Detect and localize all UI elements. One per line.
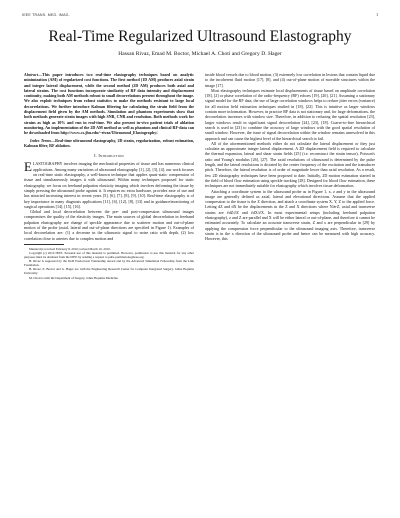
body-paragraph: Global and local decorrelation between the pre- and post-compression ultrasound images compromises the quality of the elasticity images. The main sources of global decorrelation in freehand palpation elastography are change of speckle appearance due to scatterer motion and out-of-plane motion of the probe (axial, lateral and out-of-plane directions are specified in Figure 1). Examples of local decorrelation are: (1) a decrease in the ultrasonic signal to noise ratio with depth, (2) low correlation close to arteries due to complex motion and xyxy=(24,209,194,241)
left-column xyxy=(24,72,194,280)
abstract-label: Abstract xyxy=(24,72,38,77)
abstract: Abstract—This paper introduces two real-time elastography techniques based on analytic minimization (AM) of regularized cost functions. The first method (1D AM) produces axial strain and integer lateral displacement, while the second method (2D AM) produces both axial and lateral strains. The cost functions incorporate similarity of RF data intensity and displacement continuity, making both AM methods robust to small decorrelations present throughout the image. We also exploit techniques from robust statistics to make the methods resistant to large local decorrelations. We further introduce Kalman filtering for calculating the strain field from the displacement field given by the AM methods. Simulation and phantom experiments show that both methods generate strain images with high SNR, CNR and resolution. Both methods work for strains as high as 10% and run in real-time. We also present in-vivo patient trials of ablation monitoring. An implementation of the 2D AM method as well as phantom and clinical RF-data can be downloaded from http://www.cs.jhu.edu/~rivaz/Ultrasound_Elastography/. xyxy=(24,72,194,136)
footnote: Copyright (c) 2010 IEEE. Personal use of this material is permitted. However, permission to use this material for any other purposes must be obtained from the IEEE by sending a request to pubs-permissions@ieee.org. xyxy=(24,251,194,260)
paper-title: Real-Time Regularized Ultrasound Elastography xyxy=(48,28,352,45)
footnote-divider xyxy=(24,244,64,245)
intro-paragraph xyxy=(24,161,194,209)
footnotes xyxy=(24,247,194,280)
body-paragraph: Most elastography techniques estimate local displacements of tissue based on amplitude correlation [18], [2] or phase correlation of the radio-frequency (RF) echoes [19], [20], [21]. Assuming a stationary signal model for the RF data, the use of large correlation windows helps to reduce jitter errors (variance) for all motion field estimation techniques studied in [18], [22]. This is intuitive as larger windows contain more information. However, in practice RF data is not stationary and, for large deformations, the decorrelation increases with window size. Therefore, in addition to reducing the spatial resolution [23], larger windows result in significant signal decorrelation [24], [23], [18]. Coarse-to-fine hierarchical search is used in [23] to combine the accuracy of large windows with the good spatial resolution of small window. However, the issue of signal decorrelation within the window remains unresolved in this approach and can cause the highest level of the hierarchical search to fail. xyxy=(205,87,375,141)
footnote: H. Rivaz is supported by the DoD Predoctoral Traineeship Award and by the Advanced Simulation Fellowship from the Link Foundation. xyxy=(24,259,194,268)
body-paragraph: All of the aforementioned methods either do not calculate the lateral displacement or they just calculate an approximate integer lateral displacement. A 2D displacement field is required to calculate the thermal expansion, lateral and shear strain fields [25] (i.e. reconstruct the strain tensor), Poisson's ratio and Young's modulus [26], [27]. The axial resolutions of ultrasound is determined by the pulse length, and the lateral resolutions is dictated by the center frequency of the excitation and the transducer pitch. Therefore, the lateral resolution is of order of magnitude lower than axial resolution. As a result, few 2D elastography techniques have been proposed to date. Initially, 2D motion estimation started in the field of blood flow estimation using speckle tracking [28]. Designed for blood flow estimation, these techniques are not immediately suitable for elastography which involves tissue deformation. xyxy=(205,140,375,189)
body-paragraph: inside blood vessels due to blood motion, (3) extremely low correlation in lesions that contain liquid due to the incoherent fluid motion [17], [8], and (4) out-of-plane motion of movable structures within the image [17]. xyxy=(205,72,375,88)
footnote: M. Choti is with the Department of Surgery, Johns Hopkins Medicine. xyxy=(29,275,119,280)
intro-paragraph-text: LASTOGRAPHY involves imaging the mechanical properties of tissue and has numerous clinical applications. Among many variations of ultrasound elastography [1], [2], [3], [4], our work focuses on real-time static elastography, a well-known technique that applies quasi-static compression of tissue and simultaneously images it with ultrasound. Within many techniques proposed for static elastography, we focus on freehand palpation elasticity imaging which involves deforming the tissue by simply pressing the ultrasound probe against it. It requires no extra hardware, provides ease of use and has attracted increasing interest in recent years [5], [6], [7], [8], [9], [10]. Real-time elastography is of key importance in many diagnosis applications [11], [6], [12], [8], [13] and in guidance/monitoring of surgical operations [14], [15], [16]. xyxy=(24,161,194,209)
index-terms-text: Real-time ultrasound elastography, 2D strain, regularization, robust estimation, Kalman filter, RF ablation. xyxy=(24,137,195,148)
page-number: 1 xyxy=(376,13,378,17)
author-list: Hassan Rivaz, Emad M. Boctor, Michael A. Choti and Gregory D. Hager xyxy=(118,51,282,57)
index-terms: Index Terms—Real-time ultrasound elastography, 2D strain, regularization, robust estimation, Kalman filter, RF ablation. xyxy=(24,137,195,148)
body-paragraph: Attaching a coordinate system to the ultrasound probe as in Figure 1, x, z and y in the ultrasound image are generally defined as axial, lateral and elevational directions. Assume that the applied compression to the tissue is the Z direction, and attach a coordinate system X, Y, Z to the applied force. Letting dZ and dX be the displacements in the Z and X directions where N≫Z, axial and transverse strains are ∂dZ/∂Z and ∂dX/∂X. In most experimental setups (including freehand palpation elastography), z and Z are parallel and X will be either lateral or out-of-plane, and therefore it cannot be estimated accurately. To calculate an accurate transverse strain, Z and x are perpendicular in [29] by applying the compression force perpendicular to the ultrasound imaging axis. Therefore, transverse strain is in the x direction of the ultrasound probe and hence can be measured with high accuracy. However, this xyxy=(205,188,375,242)
footnote: Manuscript received February 8, 2010; revised March 10, 2010. xyxy=(29,246,111,251)
footnote: H. Rivaz, E. Boctor and G. Hager are with the Engineering Research Center for Computer Integrated Surgery, Johns Hopkins University. xyxy=(24,267,194,276)
drop-cap: E xyxy=(24,159,32,175)
index-terms-label: Index Terms xyxy=(30,137,52,143)
running-header: IEEE TRANS. MED. IMAG. xyxy=(22,13,70,17)
right-column xyxy=(205,72,375,242)
section-heading-introduction: I. Introduction xyxy=(94,153,124,159)
abstract-text: This paper introduces two real-time elastography techniques based on analytic minimization (AM) of regularized cost functions. The first method (1D AM) produces axial strain and integer lateral displacement, while the second method (2D AM) produces both axial and lateral strains. The cost functions incorporate similarity of RF data intensity and displacement continuity, making both AM methods robust to small decorrelations present throughout the image. We also exploit techniques from robust statistics to make the methods resistant to large local decorrelations. We further introduce Kalman filtering for calculating the strain field from the displacement field given by the AM methods. Simulation and phantom experiments show that both methods generate strain images with high SNR, CNR and resolution. Both methods work for strains as high as 10% and run in real-time. We also present in-vivo patient trials of ablation monitoring. An implementation of the 2D AM method as well as phantom and clinical RF-data can be downloaded from http://www.cs.jhu.edu/~rivaz/Ultrasound_Elastography/. xyxy=(24,72,194,136)
